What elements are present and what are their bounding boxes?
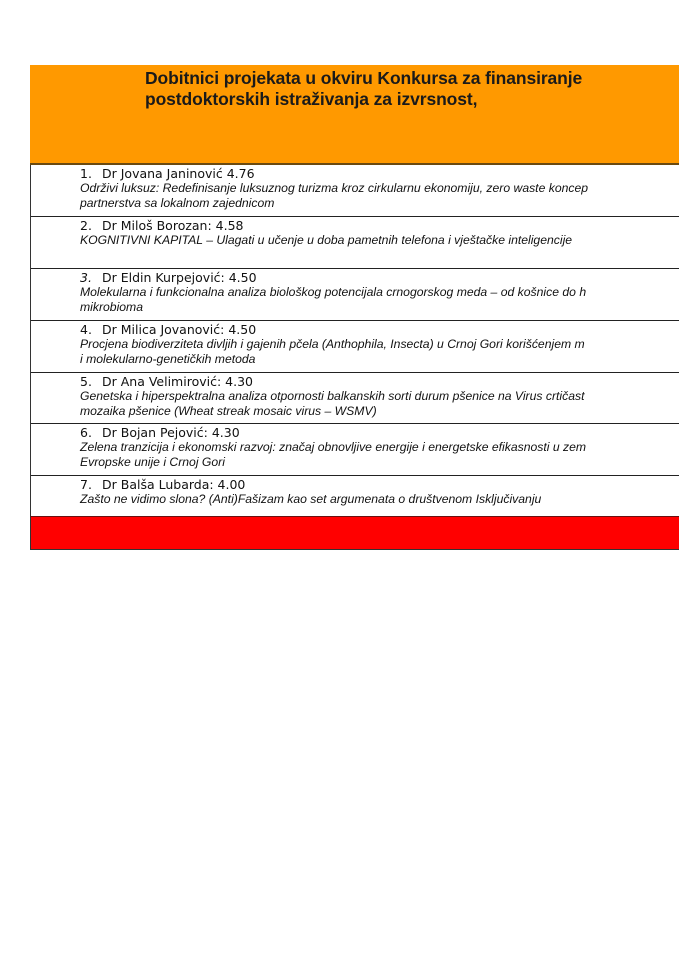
winner-rank: 1.: [80, 166, 92, 181]
project-title-line-1: Zašto ne vidimo slona? (Anti)Fašizam kao set argumenata o društvenom Isključivanju: [80, 492, 542, 506]
winner-name-score: [80, 217, 679, 233]
red-footer-band: [30, 516, 679, 550]
project-title-line-2: mikrobioma: [80, 300, 143, 314]
project-title-line-1: Zelena tranzicija i ekonomski razvoj: značaj obnovljive energije i energetske efikasnosti u zem: [80, 440, 587, 454]
project-title-line-2: Evropske unije i Crnoj Gori: [80, 455, 225, 469]
winners-list: [30, 165, 679, 516]
winners-table: [30, 65, 679, 550]
winner-name-score: [80, 373, 679, 389]
header-title-line-2: postdoktorskih istraživanja za izvrsnost,: [145, 89, 478, 109]
table-row-winner-1: [31, 165, 679, 217]
winner-rank: 6.: [80, 425, 92, 440]
winner-name-score: [80, 165, 679, 181]
winner-name: Dr Eldin Kurpejović: 4.50: [102, 270, 257, 285]
table-row-winner-6: [31, 424, 679, 476]
table-row-winner-3: [31, 269, 679, 321]
table-header: [30, 65, 679, 165]
winner-name: Dr Balša Lubarda: 4.00: [102, 477, 246, 492]
project-title-line-1: KOGNITIVNI KAPITAL – Ulagati u učenje u doba pametnih telefona i vještačke inteligencije: [80, 233, 573, 247]
winner-name-score: [80, 321, 679, 337]
table-row-winner-2: [31, 217, 679, 269]
winner-name: Dr Milica Jovanović: 4.50: [102, 322, 257, 337]
winner-name: Dr Bojan Pejović: 4.30: [102, 425, 240, 440]
table-row-winner-5: [31, 373, 679, 424]
winner-rank: 4.: [80, 322, 92, 337]
winner-name-score: [80, 424, 679, 440]
table-row-winner-4: [31, 321, 679, 373]
winner-rank: 7.: [80, 477, 92, 492]
winner-rank: 5.: [80, 374, 92, 389]
project-title-line-1: Održivi luksuz: Redefinisanje luksuznog turizma kroz cirkularnu ekonomiju, zero waste koncep: [80, 181, 589, 195]
winner-name: Dr Ana Velimirović: 4.30: [102, 374, 253, 389]
winner-name-score: [80, 476, 679, 492]
table-row-winner-7: [31, 476, 679, 516]
project-title-line-2: partnerstva sa lokalnom zajednicom: [80, 196, 275, 210]
project-title-line-2: mozaika pšenice (Wheat streak mosaic virus – WSMV): [80, 404, 377, 418]
project-title-line-1: Molekularna i funkcionalna analiza biološkog potencijala crnogorskog meda – od košnice do h: [80, 285, 587, 299]
project-title-line-2: i molekularno-genetičkih metoda: [80, 352, 256, 366]
winner-rank: 3.: [80, 270, 92, 285]
header-title-line-1: Dobitnici projekata u okviru Konkursa za finansiranje: [145, 68, 583, 88]
project-title-line-1: Procjena biodiverziteta divljih i gajenih pčela (Anthophila, Insecta) u Crnoj Gori korišćenjem m: [80, 337, 585, 351]
winner-name: Dr Miloš Borozan: 4.58: [102, 218, 244, 233]
winner-rank: 2.: [80, 218, 92, 233]
project-title-line-1: Genetska i hiperspektralna analiza otpornosti balkanskih sorti durum pšenice na Virus crtičast: [80, 389, 585, 403]
winner-name-score: [80, 269, 679, 285]
winner-name: Dr Jovana Janinović 4.76: [102, 166, 255, 181]
